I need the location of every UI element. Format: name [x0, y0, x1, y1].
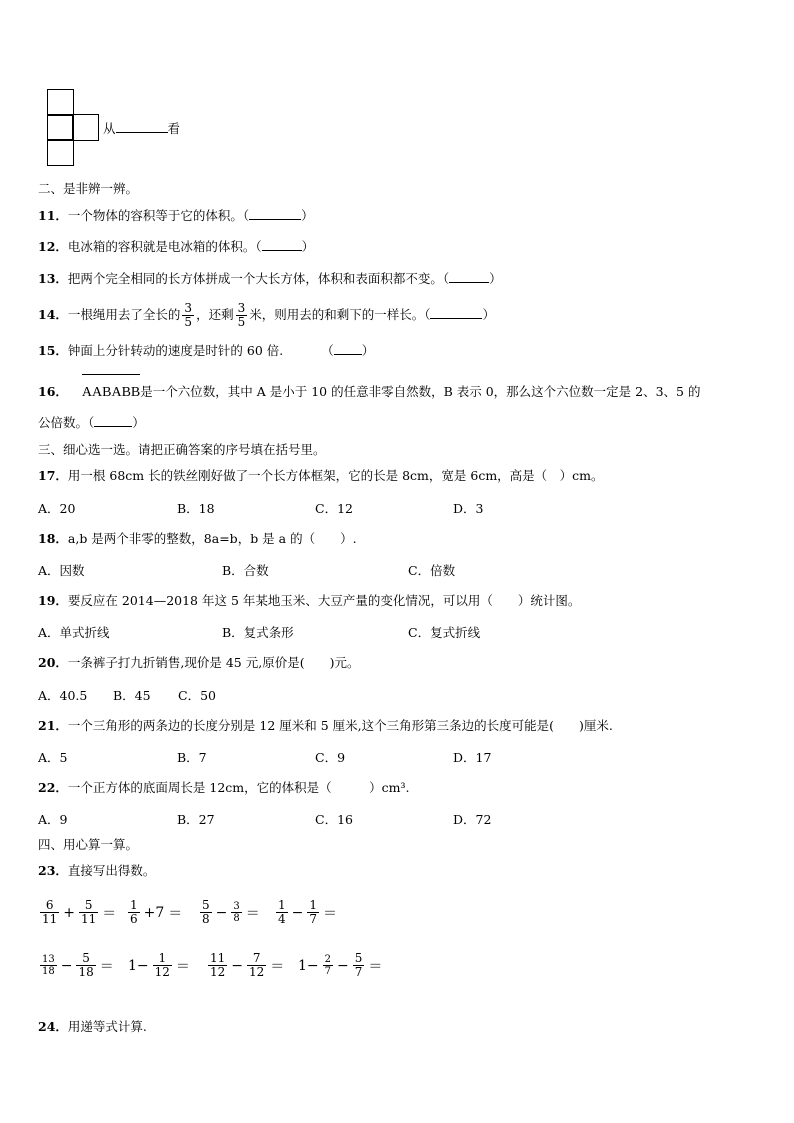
fraction: [79, 899, 98, 926]
equals-sign: ＝: [368, 958, 383, 975]
denominator: 18: [78, 965, 94, 979]
question-number: 15．: [38, 343, 68, 358]
fraction: [153, 952, 172, 979]
paren-close: ）: [482, 307, 495, 322]
option-d[interactable]: D．72: [453, 812, 492, 827]
question-number: 23．: [38, 863, 68, 878]
question-21: [38, 717, 613, 735]
paren-close: ）: [489, 271, 502, 286]
denominator: 12: [154, 965, 170, 979]
net-cell: [47, 114, 74, 141]
calc-expression: [38, 899, 118, 926]
question-19: [38, 592, 580, 610]
question-16-cont: [38, 414, 145, 432]
operator: +7: [143, 904, 165, 921]
option-c[interactable]: C．16: [315, 812, 353, 827]
question-20: [38, 654, 359, 672]
calc-expression: [198, 899, 262, 926]
answer-blank[interactable]: [94, 414, 132, 427]
operator: −: [291, 904, 304, 921]
question-number: 13．: [38, 271, 68, 286]
numerator: 1: [153, 952, 172, 966]
section-title: 三、细心选一选。请把正确答案的序号填在括号里。: [38, 442, 326, 457]
paren-close: ）: [132, 415, 145, 430]
numerator: 5: [354, 951, 363, 965]
option-a[interactable]: A．20: [38, 501, 76, 516]
paren-close: ）: [301, 208, 314, 223]
question-text: ，还剩: [196, 307, 234, 322]
calc-expression: [206, 952, 286, 979]
paren-close: ）: [361, 343, 375, 358]
numerator: 7: [247, 952, 266, 966]
numerator: 1: [309, 898, 318, 912]
numerator: 6: [40, 899, 59, 913]
question-text: 一根绳用去了全长的: [67, 307, 181, 322]
fraction: [307, 899, 319, 926]
denominator: 7: [324, 966, 332, 977]
operator: −: [337, 957, 349, 974]
numerator: 1: [130, 898, 138, 912]
option-c[interactable]: C．倍数: [408, 563, 456, 578]
fraction: [200, 899, 212, 926]
question-text: 电冰箱的容积就是电冰箱的体积。（: [67, 239, 262, 254]
option-a[interactable]: A．40.5: [38, 688, 88, 703]
fraction: [128, 899, 140, 926]
paren-close: ）: [301, 239, 315, 254]
numerator: 5: [76, 952, 95, 966]
option-c[interactable]: C．12: [315, 501, 353, 516]
option-c[interactable]: C．9: [315, 750, 346, 765]
question-17: [38, 467, 604, 485]
denominator: 11: [42, 912, 58, 926]
question-text: 直接写出得数。: [67, 863, 156, 878]
calc-expression: [38, 952, 116, 979]
numerator: 3: [233, 901, 240, 912]
fraction: [208, 952, 227, 979]
denominator: 11: [81, 912, 97, 926]
paren-open: （: [321, 343, 334, 358]
option-b[interactable]: B．18: [177, 501, 215, 516]
question-text: 一条裤子打九折销售,现价是 45 元,原价是( )元。: [67, 655, 360, 670]
question-13: [38, 270, 502, 288]
denominator: 6: [130, 912, 138, 926]
question-14: [38, 300, 495, 330]
option-b[interactable]: B．27: [177, 812, 215, 827]
question-18: [38, 530, 357, 548]
question-number: 18．: [38, 531, 68, 546]
operator: 1−: [128, 957, 149, 974]
calc-expression: [126, 899, 184, 926]
option-c[interactable]: C．50: [178, 688, 216, 703]
equals-sign: ＝: [323, 905, 338, 922]
numerator: 5: [79, 899, 98, 913]
fraction: [323, 954, 333, 977]
question-12: [38, 238, 314, 256]
view-direction-label: [103, 119, 180, 137]
question-number: 17．: [38, 468, 68, 483]
denominator: 12: [249, 965, 265, 979]
calc-expression: [126, 952, 192, 979]
option-a[interactable]: A．单式折线: [38, 625, 110, 640]
equals-sign: ＝: [168, 905, 183, 922]
option-b[interactable]: B．45: [113, 688, 151, 703]
answer-blank[interactable]: [262, 238, 302, 251]
fraction: [236, 302, 248, 329]
operator: −: [60, 957, 73, 974]
answer-blank[interactable]: [116, 120, 168, 133]
question-number: 12．: [38, 239, 68, 254]
overlined-number: AABABB: [82, 374, 140, 406]
question-number: 19．: [38, 593, 68, 608]
option-a[interactable]: A．5: [38, 750, 68, 765]
question-text: a,b 是两个非零的整数，8a=b，b 是 a 的（ ）.: [67, 531, 357, 546]
numerator: 13: [42, 954, 55, 965]
equals-sign: ＝: [270, 958, 285, 975]
numerator: 11: [210, 951, 226, 965]
denominator: 5: [237, 315, 246, 329]
equals-sign: ＝: [99, 958, 114, 975]
option-d[interactable]: D．3: [453, 501, 484, 516]
fraction: [231, 901, 241, 924]
fraction: [353, 952, 365, 979]
question-text: 一个正方体的底面周长是 12cm，它的体积是（ ）cm³.: [67, 780, 410, 795]
numerator: 1: [278, 898, 286, 912]
denominator: 12: [210, 965, 226, 979]
question-text: 用递等式计算.: [67, 1019, 147, 1034]
denominator: 8: [233, 913, 240, 924]
answer-blank[interactable]: [430, 306, 482, 319]
numerator: 2: [324, 954, 332, 965]
fraction: [40, 954, 57, 977]
denominator: 8: [202, 912, 210, 926]
calc-expression: [274, 899, 339, 926]
option-d[interactable]: D．17: [453, 750, 492, 765]
label-suffix: 看: [167, 121, 181, 136]
option-c[interactable]: C．复式折线: [408, 625, 481, 640]
question-16: [38, 374, 701, 406]
fraction: [247, 952, 266, 979]
operator: 1−: [298, 957, 319, 974]
question-number: 11．: [38, 208, 68, 223]
fraction: [40, 899, 59, 926]
answer-blank[interactable]: [334, 342, 362, 355]
net-cell: [72, 114, 99, 141]
option-a[interactable]: A．因数: [38, 563, 85, 578]
question-number: 21．: [38, 718, 68, 733]
question-number: 20．: [38, 655, 68, 670]
option-b[interactable]: B．7: [177, 750, 207, 765]
question-text: 用一根 68cm 长的铁丝刚好做了一个长方体框架，它的长是 8cm，宽是 6cm，高是（ ）cm。: [67, 468, 604, 483]
denominator: 18: [42, 966, 55, 977]
question-22: [38, 779, 409, 797]
question-text: 把两个完全相同的长方体拼成一个大长方体，体积和表面积都不变。（: [67, 271, 450, 286]
question-text: 一个物体的容积等于它的体积。（: [67, 208, 250, 223]
operator: −: [215, 904, 228, 921]
question-11: [38, 207, 314, 225]
calc-expression: [296, 952, 384, 979]
denominator: 7: [354, 965, 363, 979]
fraction: [182, 302, 194, 329]
question-text: 米，则用去的和剩下的一样长。（: [249, 307, 431, 322]
option-b[interactable]: B．合数: [222, 563, 269, 578]
question-text: 公倍数。（: [38, 415, 95, 430]
question-text: 要反应在 2014—2018 年这 5 年某地玉米、大豆产量的变化情况，可以用（ ）统计图。: [67, 593, 581, 608]
operator: +: [63, 904, 76, 921]
equals-sign: ＝: [102, 905, 117, 922]
answer-blank[interactable]: [249, 207, 301, 220]
operator: −: [231, 957, 244, 974]
denominator: 4: [278, 912, 286, 926]
section-title: 二、是非辨一辨。: [38, 181, 139, 196]
question-text: 是一个六位数，其中 A 是小于 10 的任意非零自然数，B 表示 0，那么这个六位数一定是 2、3、5 的: [140, 384, 701, 399]
label-prefix: 从: [103, 121, 116, 136]
section-title: 四、用心算一算。: [38, 837, 139, 852]
question-number: 16．: [38, 384, 68, 399]
numerator: 5: [202, 898, 210, 912]
equals-sign: ＝: [245, 905, 260, 922]
fraction: [276, 899, 288, 926]
question-number: 22．: [38, 780, 68, 795]
net-cell: [47, 89, 74, 116]
question-number: 14．: [38, 307, 68, 322]
denominator: 5: [184, 315, 193, 329]
answer-blank[interactable]: [449, 270, 489, 283]
question-number: 24．: [38, 1019, 68, 1034]
question-23: [38, 862, 155, 880]
option-b[interactable]: B．复式条形: [222, 625, 294, 640]
numerator: 3: [184, 301, 193, 315]
question-15: [38, 342, 374, 360]
equals-sign: ＝: [175, 958, 190, 975]
fraction: [76, 952, 95, 979]
question-24: [38, 1018, 147, 1036]
numerator: 3: [237, 301, 246, 315]
question-text: 钟面上分针转动的速度是时针的 60 倍.: [67, 343, 284, 358]
net-cell: [47, 139, 74, 166]
option-a[interactable]: A．9: [38, 812, 68, 827]
denominator: 7: [309, 912, 318, 926]
question-text: 一个三角形的两条边的长度分别是 12 厘米和 5 厘米,这个三角形第三条边的长度可能是( )厘米.: [67, 718, 613, 733]
